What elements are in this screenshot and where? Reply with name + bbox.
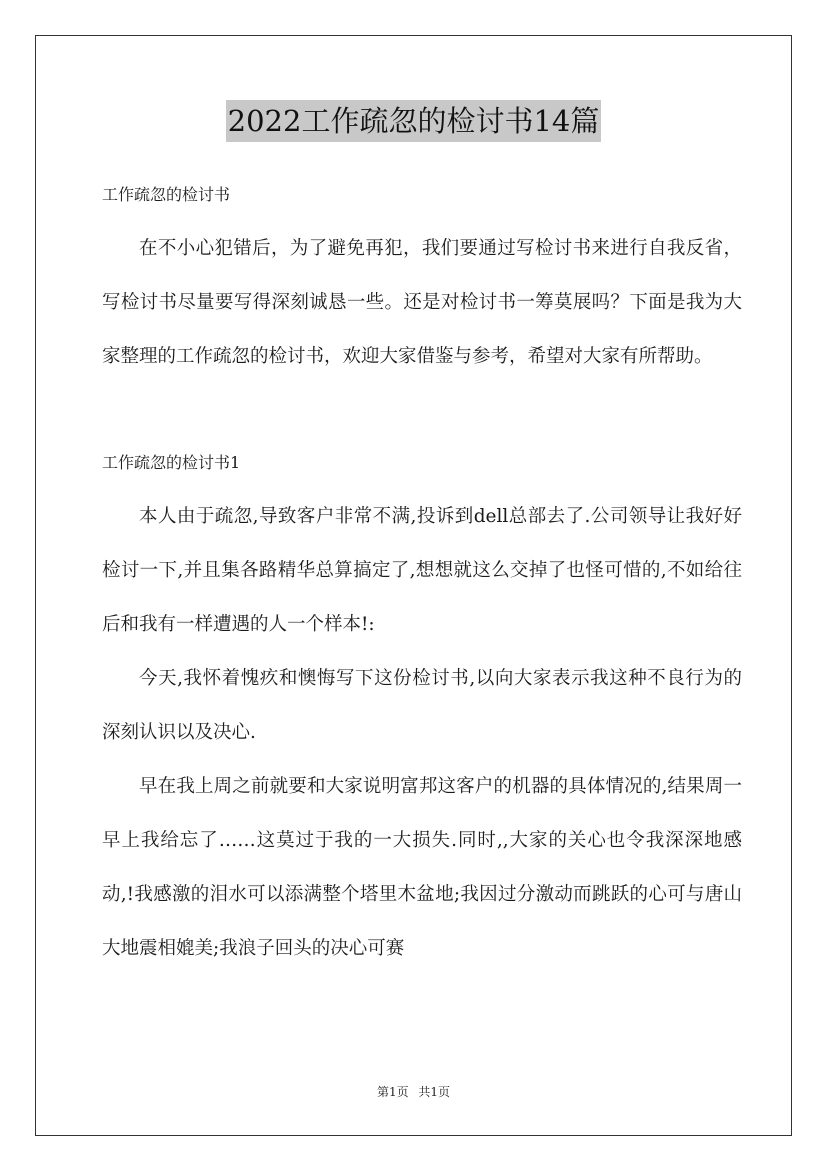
body-paragraph-2: 今天,我怀着愧疚和懊悔写下这份检讨书,以向大家表示我这种不良行为的深刻认识以及决心. <box>102 668 742 743</box>
page-footer <box>0 1083 827 1100</box>
section-heading: 工作疏忽的检讨书 <box>102 185 231 204</box>
item-heading: 工作疏忽的检讨书1 <box>102 453 241 472</box>
document-title: 2022工作疏忽的检讨书14篇 <box>226 100 602 142</box>
spacer <box>102 384 742 436</box>
page-total: 共1页 <box>418 1085 451 1099</box>
intro-paragraph: 在不小心犯错后，为了避免再犯，我们要通过写检讨书来进行自我反省，写检讨书尽量要写得深刻诚恳一些。还是对检讨书一筹莫展吗？下面是我为大家整理的工作疏忽的检讨书，欢迎大家借鉴与参考，希望对大家有所帮助。 <box>102 238 742 367</box>
body-paragraph-1: 本人由于疏忽,导致客户非常不满,投诉到dell总部去了.公司领导让我好好检讨一下,并且集各路精华总算搞定了,想想就这么交掉了也怪可惜的,不如给往后和我有一样遭遇的人一个样本!: <box>102 506 742 635</box>
document-body <box>102 168 742 976</box>
body-paragraph-3: 早在我上周之前就要和大家说明富邦这客户的机器的具体情况的,结果周一早上我给忘了……这莫过于我的一大损失.同时,,大家的关心也令我深深地感动,!我感激的泪水可以添满整个塔里木盆地;我因过分激动而跳跃的心可与唐山大地震相媲美;我浪子回头的决心可赛 <box>102 776 742 959</box>
title-wrap <box>0 100 827 142</box>
page-number: 第1页 <box>376 1085 409 1099</box>
